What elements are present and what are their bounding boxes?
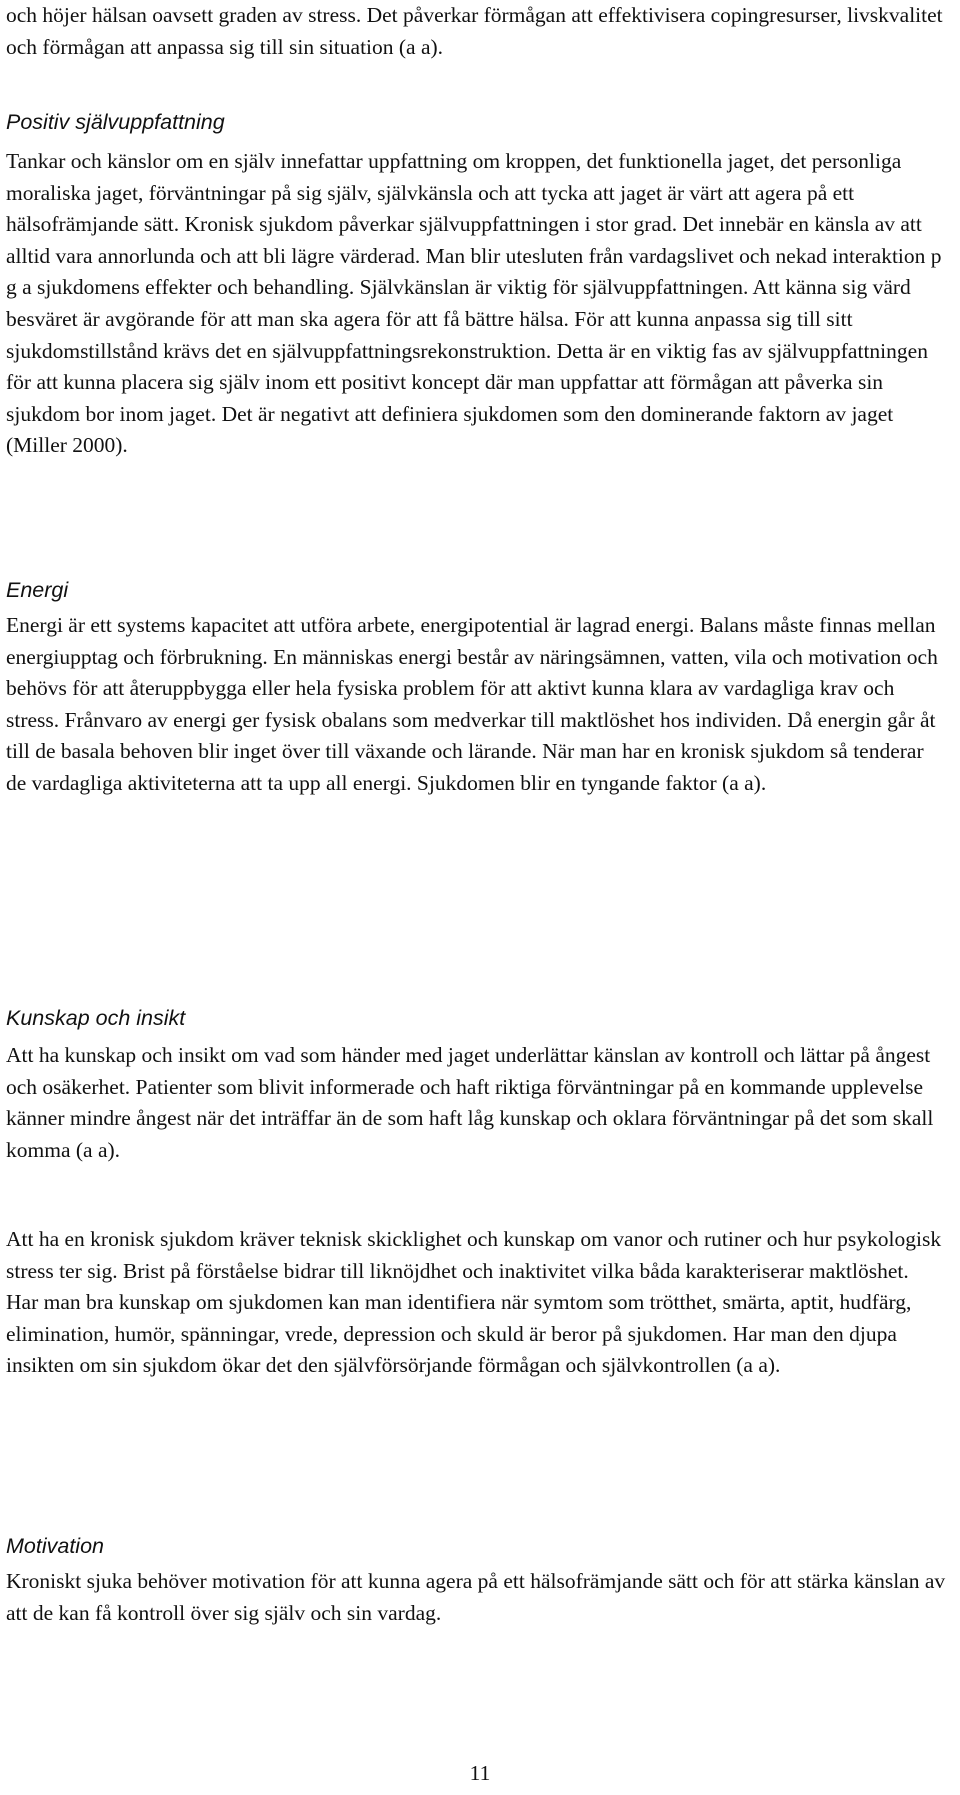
paragraph-knowledge-insight-2: Att ha en kronisk sjukdom kräver teknisk skicklighet och kunskap om vanor och rutiner och hur psykologisk stress ter sig. Brist på förståelse bidrar till liknöjdhet och inaktivitet vilka båda karakteriserar maktlöshet. Har man bra kunskap om sjukdomen kan man identifiera när symtom som trötthet, smärta, aptit, hudfärg, elimination, humör, spänningar, vrede, depression och skuld är beror på sjukdomen. Har man den djupa insikten om sin sjukdom ökar det den självförsörjande förmågan och självkontrollen (a a). [6, 1227, 942, 1378]
paragraph-knowledge-insight-1: Att ha kunskap och insikt om vad som händer med jaget underlättar känslan av kontroll och lättar på ångest och osäkerhet. Patienter som blivit informerade och haft riktiga förväntningar på en kommande upplevelse känner mindre ångest när det inträffar än de som haft låg kunskap och oklara förväntningar på det som skall komma (a a). [6, 1043, 934, 1162]
heading-knowledge-insight: Kunskap och insikt [6, 1006, 186, 1030]
paragraph-energy: Energi är ett systems kapacitet att utföra arbete, energipotential är lagrad energi. Balans måste finnas mellan energiupptag och förbrukning. En människas energi består av näringsämnen, vatten, vila och motivation och behövs för att återuppbygga eller hela fysiska problem för att aktivt kunna klara av vardagliga krav och stress. Frånvaro av energi ger fysisk obalans som medverkar till maktlöshet hos individen. Då energin går åt till de basala behoven blir inget över till växande och lärande. När man har en kronisk sjukdom så tenderar de vardagliga aktiviteterna att ta upp all energi. Sjukdomen blir en tyngande faktor (a a). [6, 613, 938, 795]
intro-paragraph: och höjer hälsan oavsett graden av stress. Det påverkar förmågan att effektivisera copingresurser, livskvalitet och förmågan att anpassa sig till sin situation (a a). [6, 3, 943, 59]
heading-energy: Energi [6, 578, 69, 602]
page-number: 11 [469, 1761, 491, 1785]
paragraph-motivation: Kroniskt sjuka behöver motivation för att kunna agera på ett hälsofrämjande sätt och för att stärka känslan av att de kan få kontroll över sig själv och sin vardag. [6, 1569, 946, 1625]
heading-positive-self-perception: Positiv självuppfattning [6, 110, 225, 134]
paragraph-positive-self-perception: Tankar och känslor om en själv innefattar uppfattning om kroppen, det funktionella jaget, det personliga moraliska jaget, förväntningar på sig själv, självkänsla och att tycka att jaget är värt att agera på ett hälsofrämjande sätt. Kronisk sjukdom påverkar självuppfattningen i stor grad. Det innebär en känsla av att alltid vara annorlunda och att bli lägre värderad. Man blir utesluten från vardagslivet och nekad interaktion p g a sjukdomens effekter och behandling. Självkänslan är viktig för självuppfattningen. Att känna sig värd besväret är avgörande för att man ska agera för att få bättre hälsa. För att kunna anpassa sig till sitt sjukdomstillstånd krävs det en självuppfattningsrekonstruktion. Detta är en viktig fas av självuppfattningen för att kunna placera sig själv inom ett positivt koncept där man uppfattar att förmågan att påverka sin sjukdom bor inom jaget. Det är negativt att definiera sjukdomen som den dominerande faktorn av jaget (Miller 2000). [6, 149, 942, 458]
heading-motivation: Motivation [6, 1534, 104, 1558]
